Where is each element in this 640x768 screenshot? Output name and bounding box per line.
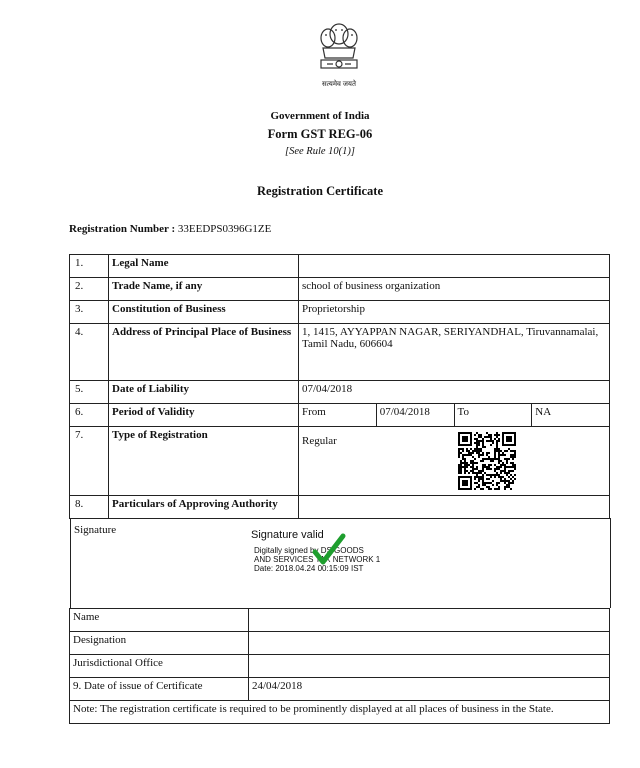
table-row — [70, 381, 610, 404]
row-value: school of business organization — [299, 278, 610, 301]
qr-code-icon — [458, 432, 516, 490]
row-value: Proprietorship — [299, 301, 610, 324]
row-label: Jurisdictional Office — [70, 655, 249, 678]
table-row — [70, 278, 610, 301]
row-label: Period of Validity — [109, 404, 299, 427]
row-label: Trade Name, if any — [109, 278, 299, 301]
signature-line: Date: 2018.04.24 00:15:09 IST — [254, 564, 364, 573]
row-value: Regular — [299, 427, 610, 496]
note-text: Note: The registration certificate is required to be prominently displayed at all places of business in the State. — [70, 701, 610, 724]
checkmark-icon — [311, 532, 347, 568]
row-number: 6. — [70, 404, 109, 427]
national-emblem-icon — [311, 20, 367, 78]
row-number: 3. — [70, 301, 109, 324]
signature-status: Signature valid — [251, 529, 324, 541]
row-label: Address of Principal Place of Business — [109, 324, 299, 381]
table-row — [70, 496, 610, 519]
registration-number-value: 33EEDPS0396G1ZE — [177, 223, 272, 235]
row-label: Constitution of Business — [109, 301, 299, 324]
validity-to-date: NA — [532, 404, 610, 427]
government-heading: Government of India — [270, 110, 370, 122]
table-row — [70, 255, 610, 278]
row-number: 5. — [70, 381, 109, 404]
table-row — [70, 404, 610, 427]
row-value — [249, 609, 610, 632]
row-label: Designation — [70, 632, 249, 655]
table-row — [70, 701, 610, 724]
certificate-title: Registration Certificate — [257, 184, 383, 198]
row-value: 1, 1415, AYYAPPAN NAGAR, SERIYANDHAL, Tiruvannamalai, Tamil Nadu, 606604 — [299, 324, 610, 381]
signature-block — [70, 518, 611, 608]
validity-to-label: To — [454, 404, 532, 427]
signature-line: AND SERVICES TAX NETWORK 1 — [254, 555, 381, 564]
table-row — [70, 609, 610, 632]
table-row — [70, 301, 610, 324]
signature-label: Signature — [74, 524, 117, 536]
validity-from-date: 07/04/2018 — [376, 404, 454, 427]
issue-details-table — [69, 608, 610, 724]
row-number: 7. — [70, 427, 109, 496]
row-label: 9. Date of issue of Certificate — [70, 678, 249, 701]
table-row — [70, 427, 610, 496]
registration-details-table — [69, 254, 610, 519]
table-row — [70, 678, 610, 701]
row-value — [299, 496, 610, 519]
row-value: 24/04/2018 — [249, 678, 610, 701]
registration-number-label: Registration Number : — [69, 223, 176, 235]
row-label: Type of Registration — [109, 427, 299, 496]
table-row — [70, 324, 610, 381]
table-row — [70, 655, 610, 678]
row-number: 2. — [70, 278, 109, 301]
signature-line: Digitally signed by DS GOODS — [254, 546, 364, 555]
form-title: Form GST REG-06 — [267, 127, 373, 141]
table-row — [70, 632, 610, 655]
row-label: Legal Name — [109, 255, 299, 278]
row-value — [249, 655, 610, 678]
row-value: 07/04/2018 — [299, 381, 610, 404]
row-number: 8. — [70, 496, 109, 519]
row-label: Date of Liability — [109, 381, 299, 404]
emblem-motto: सत्यमेव जयते — [322, 80, 356, 88]
row-value — [299, 255, 610, 278]
row-value — [249, 632, 610, 655]
validity-from-label: From — [299, 404, 377, 427]
row-number: 1. — [70, 255, 109, 278]
rule-reference: [See Rule 10(1)] — [285, 146, 355, 157]
row-label: Particulars of Approving Authority — [109, 496, 299, 519]
registration-number — [69, 223, 271, 235]
row-number: 4. — [70, 324, 109, 381]
row-label: Name — [70, 609, 249, 632]
